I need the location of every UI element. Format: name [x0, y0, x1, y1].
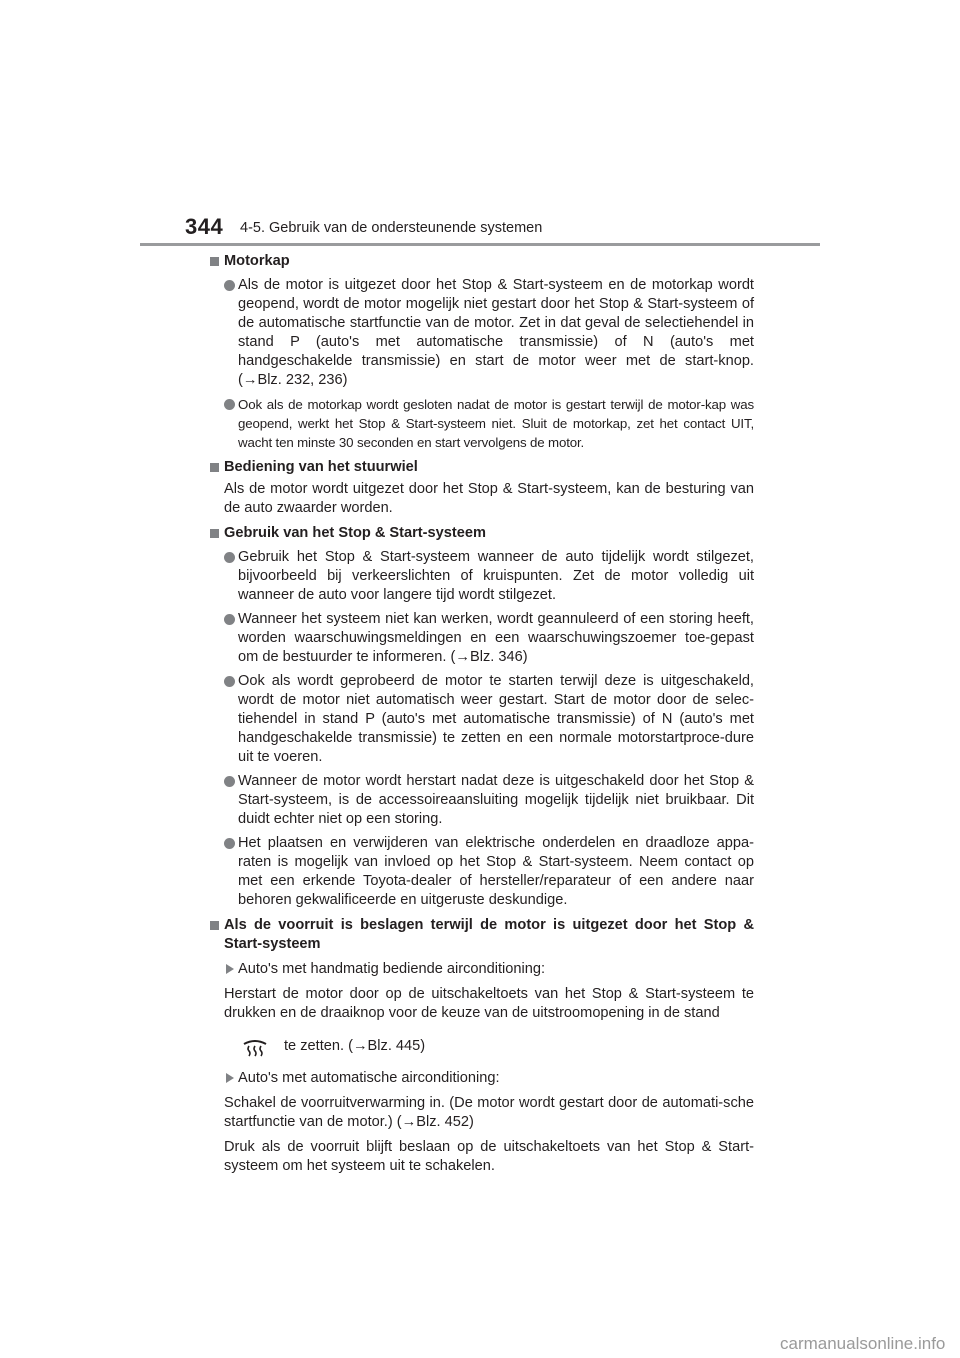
list-item-text: Wanneer de motor wordt herstart nadat deze is uitgeschakeld door het Stop & Start-systeem, is de accessoireaansluiting mogelijk tijdelijk niet bruikbaar. Dit duidt echter niet op een storing. — [238, 773, 754, 827]
square-bullet-icon — [210, 463, 219, 472]
section-voorruit — [210, 916, 754, 1176]
section-heading — [210, 916, 754, 954]
watermark: carmanualsonline.info — [780, 1334, 946, 1353]
sub-heading-text: Auto's met automatische airconditioning: — [238, 1070, 500, 1086]
square-bullet-icon — [210, 529, 219, 538]
section-motorkap — [210, 252, 754, 452]
square-bullet-icon — [210, 257, 219, 266]
paragraph: Druk als de voorruit blijft beslaan op de uitschakeltoets van het Stop & Start-systeem om het systeem uit te schakelen. — [224, 1139, 754, 1174]
circle-bullet-icon — [224, 614, 235, 625]
circle-bullet-icon — [224, 776, 235, 787]
page-content — [210, 252, 754, 1176]
circle-bullet-icon — [224, 676, 235, 687]
list-item-text: Wanneer het systeem niet kan werken, wordt geannuleerd of een storing heeft, worden waarschuwingsmeldingen en een waarschuwingszoemer toe-gepast om de bestuurder te informeren. (→Blz. 346) — [238, 611, 754, 665]
list-item-text: Ook als wordt geprobeerd de motor te starten terwijl deze is uitgeschakeld, wordt de motor niet automatisch weer gestart. Start de motor door de selec-tiehendel in stand P (auto's met automatische transmissie) of N (auto's met handgeschakelde transmissie) te zetten en een normale motorstartproce-dure uit te voeren. — [238, 673, 754, 765]
bullet-list — [210, 276, 754, 452]
windshield-defroster-icon — [242, 1035, 268, 1057]
section-heading — [210, 458, 754, 477]
paragraph: Schakel de voorruitverwarming in. (De motor wordt gestart door de automati-sche startfunctie van de motor.) (→Blz. 452) — [224, 1095, 754, 1130]
circle-bullet-icon — [224, 399, 235, 410]
list-item — [210, 395, 754, 452]
bullet-list — [210, 548, 754, 910]
circle-bullet-icon — [224, 280, 235, 291]
circle-bullet-icon — [224, 838, 235, 849]
sub-heading-auto — [210, 1069, 754, 1088]
defroster-suffix-text: te zetten. (→Blz. 445) — [284, 1037, 426, 1054]
triangle-bullet-icon — [226, 1073, 234, 1083]
list-item — [210, 772, 754, 829]
heading-text: Motorkap — [224, 253, 290, 269]
heading-text: Als de voorruit is beslagen terwijl de motor is uitgezet door het Stop & Start-systeem — [224, 917, 754, 952]
paragraph: Als de motor wordt uitgezet door het Stop & Start-systeem, kan de besturing van de auto zwaarder worden. — [224, 481, 754, 516]
list-item — [210, 834, 754, 910]
triangle-bullet-icon — [226, 964, 234, 974]
sub-heading-manual — [210, 960, 754, 979]
section-heading — [210, 252, 754, 271]
page-header — [0, 0, 960, 250]
list-item-text: Als de motor is uitgezet door het Stop & Start-systeem en de motorkap wordt geopend, wordt de motor mogelijk niet gestart door het Stop & Start-systeem of de automatische startfunctie van de motor. Zet in dat geval de selectiehendel in stand P (auto's met automatische transmissie) of N (auto's met handgeschakelde transmissie) en start de motor weer met de start-knop. (→Blz. 232, 236) — [238, 277, 754, 388]
list-item-text: Ook als de motorkap wordt gesloten nadat de motor is gestart terwijl de motor-kap was geopend, werkt het Stop & Start-systeem niet. Sluit de motorkap, zet het contact UIT, wacht ten minste 30 seconden en start vervolgens de motor. — [238, 397, 754, 450]
list-item — [210, 672, 754, 767]
circle-bullet-icon — [224, 552, 235, 563]
list-item-text: Gebruik het Stop & Start-systeem wanneer de auto tijdelijk wordt stilgezet, bijvoorbeeld bij verkeerslichten of kruispunten. Zet de motor volledig uit wanneer de auto voor langere tijd wordt stilgezet. — [238, 549, 754, 603]
paragraph: Herstart de motor door op de uitschakeltoets van het Stop & Start-systeem te drukken en de draaiknop voor de keuze van de uitstroomopening in de stand — [224, 986, 754, 1021]
sub-heading-text: Auto's met handmatig bediende airconditioning: — [238, 961, 546, 977]
section-stuurwiel — [210, 458, 754, 518]
heading-text: Bediening van het stuurwiel — [224, 459, 418, 475]
list-item — [210, 610, 754, 667]
heading-text: Gebruik van het Stop & Start-systeem — [224, 525, 486, 541]
list-item — [210, 548, 754, 605]
defroster-instruction — [210, 1035, 754, 1057]
list-item — [210, 276, 754, 390]
section-heading — [210, 524, 754, 543]
list-item-text: Het plaatsen en verwijderen van elektrische onderdelen en draadloze appa-raten is mogelijk van invloed op het Stop & Start-systeem. Neem contact op met een erkende Toyota-dealer of hersteller/reparateur of een andere naar behoren gekwalificeerde en uitgeruste deskundige. — [238, 835, 754, 908]
section-gebruik — [210, 524, 754, 910]
header-rule — [140, 243, 820, 246]
section-title: 4-5. Gebruik van de ondersteunende systemen — [240, 220, 543, 236]
square-bullet-icon — [210, 921, 219, 930]
page-number: 344 — [185, 214, 224, 239]
